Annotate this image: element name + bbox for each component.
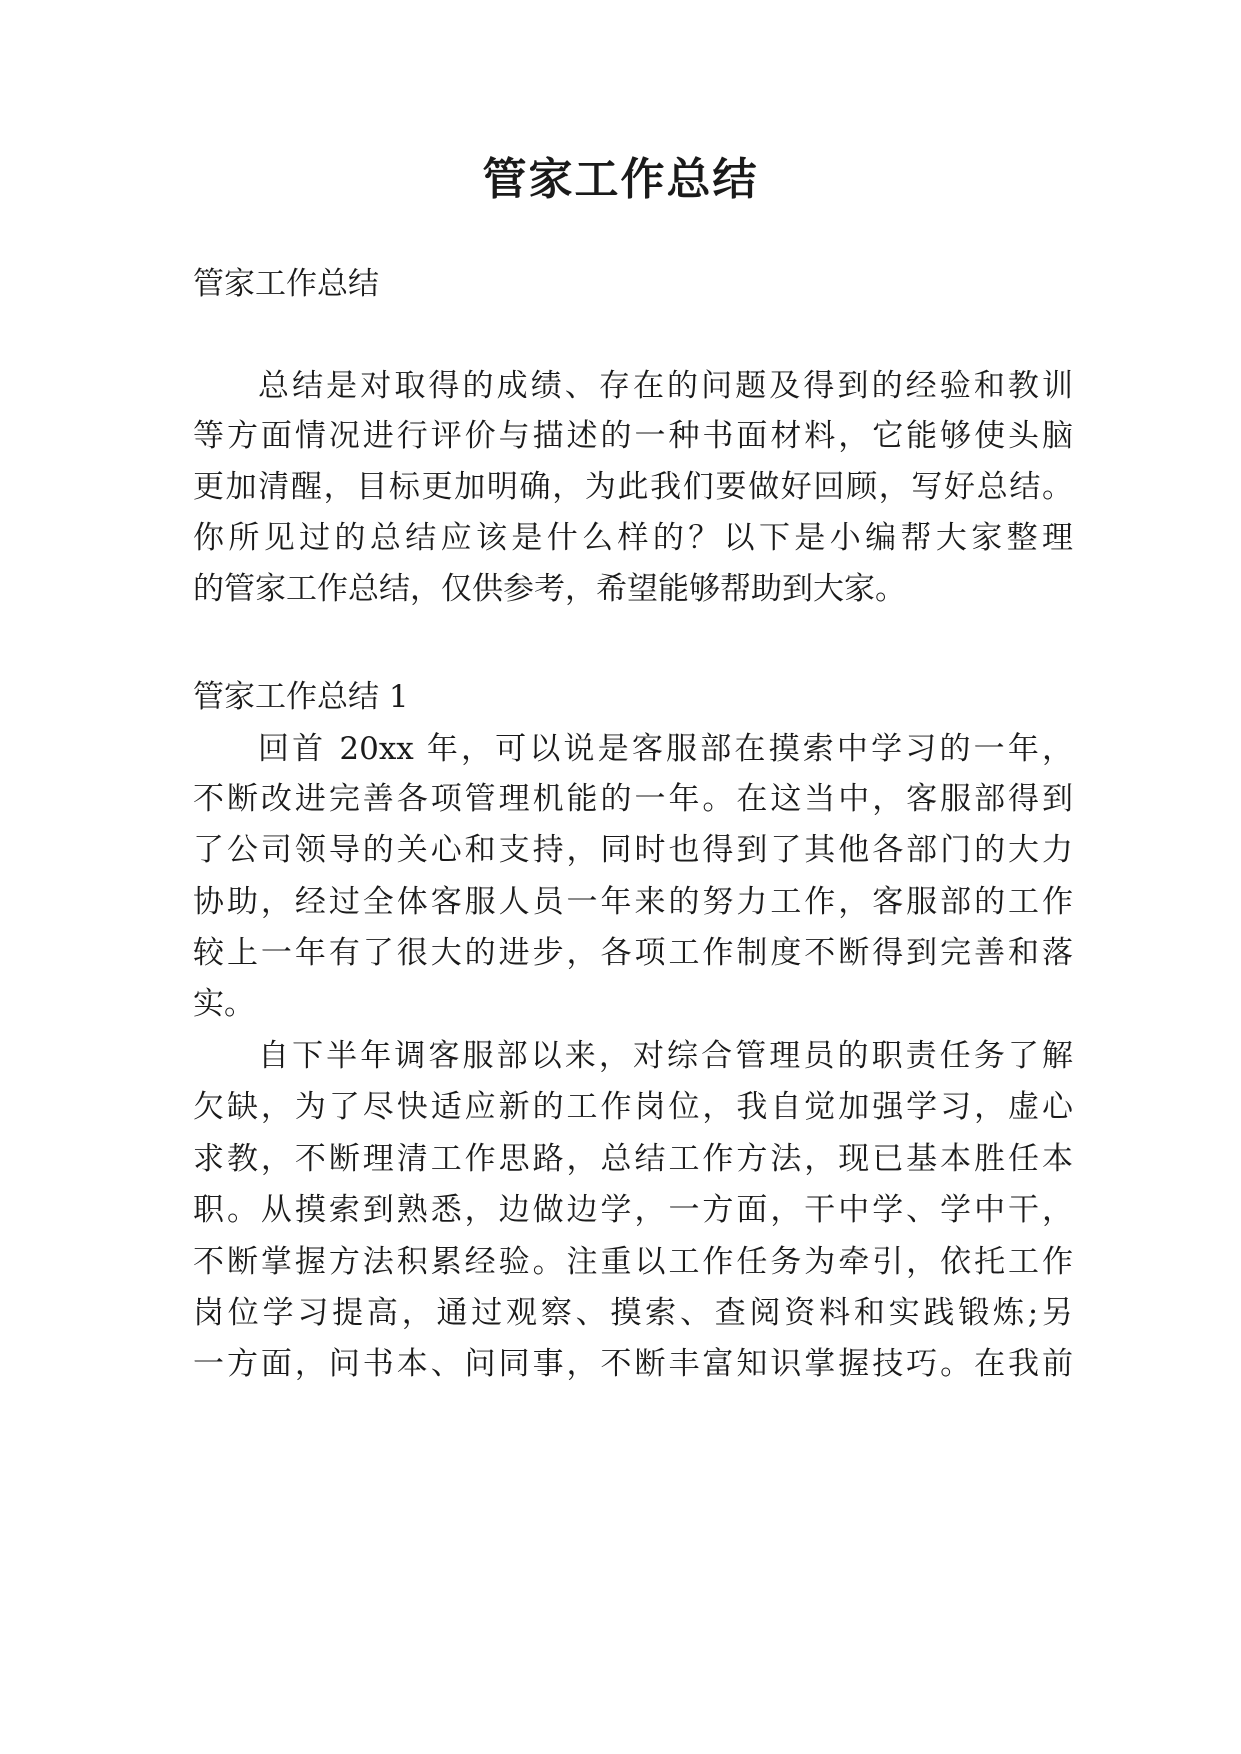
paragraph-line: 欠缺，为了尽快适应新的工作岗位，我自觉加强学习，虚心 (193, 1089, 1073, 1125)
intro-line: 你所见过的总结应该是什么样的？以下是小编帮大家整理 (193, 520, 1073, 556)
intro-line: 更加清醒，目标更加明确，为此我们要做好回顾，写好总结。 (193, 469, 1073, 505)
paragraph-line: 求教，不断理清工作思路，总结工作方法，现已基本胜任本 (193, 1141, 1073, 1177)
paragraph-line: 回首 20xx 年，可以说是客服部在摸索中学习的一年， (258, 731, 1073, 767)
intro-line: 的管家工作总结，仅供参考，希望能够帮助到大家。 (193, 571, 906, 607)
paragraph-line: 自下半年调客服部以来，对综合管理员的职责任务了解 (258, 1038, 1073, 1074)
document-title: 管家工作总结 (482, 154, 759, 205)
paragraph-line: 实。 (193, 986, 255, 1022)
paragraph-line: 不断掌握方法积累经验。注重以工作任务为牵引，依托工作 (193, 1244, 1073, 1280)
paragraph-line: 不断改进完善各项管理机能的一年。在这当中，客服部得到 (193, 781, 1073, 817)
paragraph-line: 职。从摸索到熟悉，边做边学，一方面，干中学、学中干， (193, 1192, 1073, 1228)
paragraph-line: 岗位学习提高，通过观察、摸索、查阅资料和实践锻炼;另 (193, 1295, 1073, 1331)
intro-line: 总结是对取得的成绩、存在的问题及得到的经验和教训 (258, 368, 1073, 404)
section-heading: 管家工作总结 1 (193, 679, 409, 715)
paragraph-line: 了公司领导的关心和支持，同时也得到了其他各部门的大力 (193, 832, 1073, 868)
paragraph-line: 协助，经过全体客服人员一年来的努力工作，客服部的工作 (193, 884, 1073, 920)
paragraph-line: 较上一年有了很大的进步，各项工作制度不断得到完善和落 (193, 935, 1073, 971)
paragraph-line: 一方面，问书本、问同事，不断丰富知识掌握技巧。在我前 (193, 1346, 1073, 1382)
document-subtitle: 管家工作总结 (193, 266, 379, 302)
intro-line: 等方面情况进行评价与描述的一种书面材料，它能够使头脑 (193, 418, 1073, 454)
